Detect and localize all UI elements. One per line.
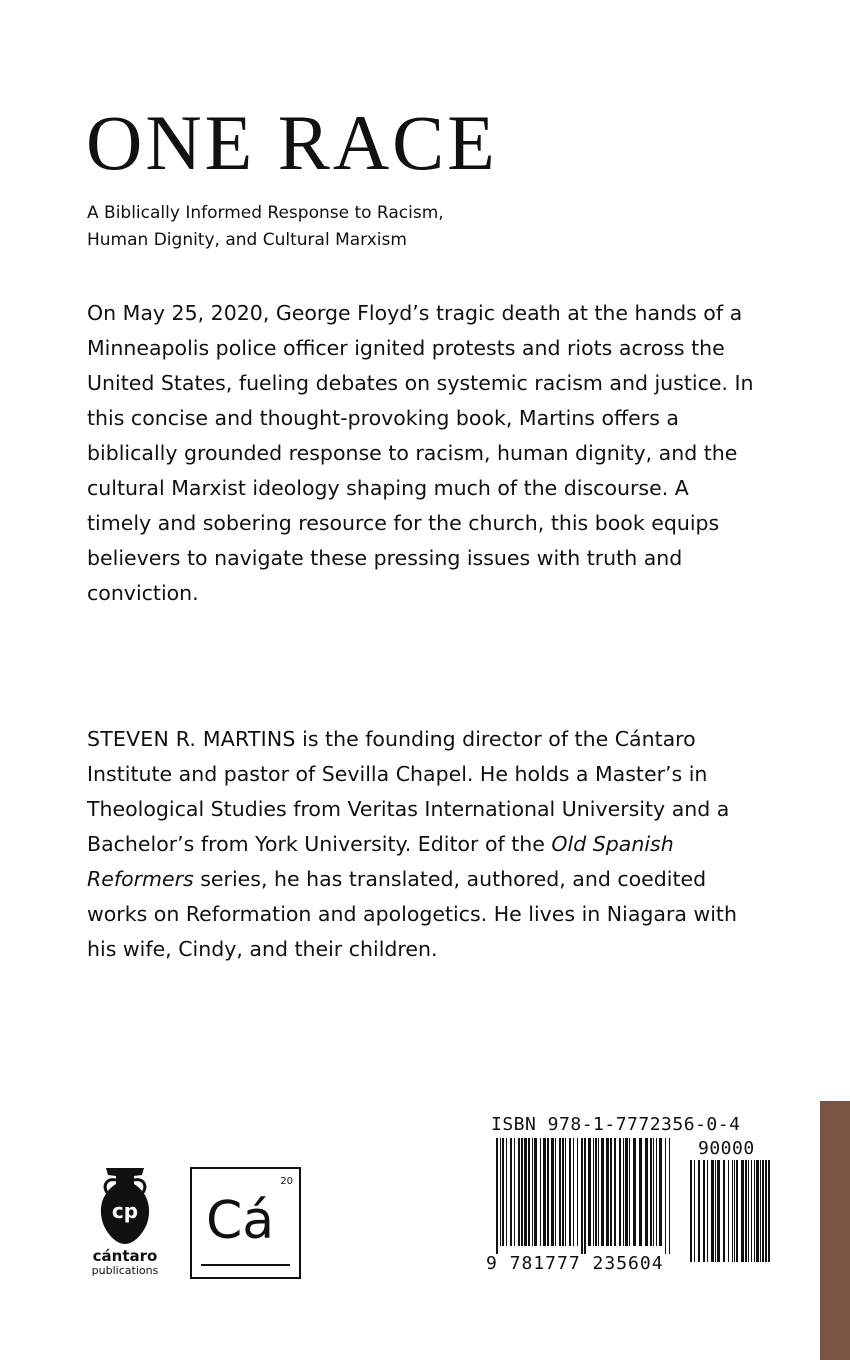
barcode-bar (562, 1138, 564, 1246)
barcode-bar (565, 1138, 566, 1246)
element-underline (201, 1264, 290, 1266)
barcode-bar (698, 1160, 700, 1262)
barcode-bar (577, 1138, 578, 1246)
barcode-bar (543, 1138, 546, 1246)
barcode-bar (506, 1138, 507, 1246)
bio-text: series, he has translated, authored, and coedited works on Reformation and apologetics. He lives in Niagara with his wife, Cindy, and their children. (87, 867, 737, 961)
barcode-bar (633, 1138, 636, 1246)
barcode-bar (510, 1138, 512, 1246)
barcode-bar (659, 1138, 662, 1246)
book-subtitle (87, 200, 607, 254)
barcode-bar (734, 1160, 735, 1262)
barcode-bar (656, 1138, 657, 1246)
barcode-bar (665, 1138, 666, 1254)
barcode-bar (741, 1160, 744, 1262)
barcode-bar (723, 1160, 725, 1262)
barcode-bar (581, 1138, 583, 1254)
barcode-bar (573, 1138, 574, 1246)
barcode-bar (540, 1138, 541, 1246)
barcode-bar (584, 1138, 586, 1254)
barcode-bar (588, 1138, 591, 1246)
element-number: 20 (280, 1176, 293, 1187)
barcode-bar (751, 1160, 752, 1262)
barcode-bar (732, 1160, 733, 1262)
barcode-bar (703, 1160, 705, 1262)
barcode-bar (595, 1138, 597, 1246)
barcode-bar (765, 1160, 767, 1262)
barcode-bar (717, 1160, 720, 1262)
barcode-bar (728, 1160, 729, 1262)
barcode-bar (754, 1160, 755, 1262)
barcode-bar (614, 1138, 616, 1246)
barcode-bar (559, 1138, 561, 1246)
amphora-icon (84, 1164, 166, 1248)
publisher-brand: cántaro (92, 1247, 158, 1265)
barcode-bar (601, 1138, 604, 1246)
barcode-bar (690, 1160, 692, 1262)
barcode-bar (756, 1160, 759, 1262)
barcode-bar (768, 1160, 770, 1262)
subtitle-line: A Biblically Informed Response to Racism, (87, 203, 444, 223)
barcode-bar (518, 1138, 520, 1246)
subtitle-line: Human Dignity, and Cultural Marxism (87, 230, 407, 250)
barcode-bar (606, 1138, 609, 1246)
isbn-label: ISBN 978-1-7772356-0-4 (491, 1114, 741, 1135)
barcode-bar (645, 1138, 648, 1246)
barcode-bar (593, 1138, 594, 1246)
barcode-bar (502, 1138, 504, 1246)
barcode-bar (707, 1160, 708, 1262)
barcode-bar (650, 1138, 652, 1246)
barcode-bar (528, 1138, 530, 1246)
barcode-bar (569, 1138, 571, 1246)
barcode-bar (555, 1138, 556, 1246)
barcode-bar (625, 1138, 628, 1246)
barcode-bar (532, 1138, 533, 1246)
spine-accent (820, 1101, 850, 1360)
publisher-sub: publications (91, 1264, 159, 1277)
barcode-bar (694, 1160, 695, 1262)
publisher-logo (84, 1164, 180, 1284)
barcode-bar (715, 1160, 716, 1262)
barcode-bar (496, 1138, 498, 1254)
barcode-bar (711, 1160, 714, 1262)
barcode-digits: 9 781777 235604 (486, 1253, 664, 1274)
barcode-bar (736, 1160, 738, 1262)
price-addon: 90000 (698, 1138, 755, 1159)
barcode-bar (610, 1138, 612, 1246)
barcode-bar (547, 1138, 549, 1246)
barcode-bar (629, 1138, 630, 1246)
monogram: cp (111, 1199, 139, 1223)
barcode-bar (745, 1160, 747, 1262)
barcode-bar (639, 1138, 642, 1246)
author-bio (87, 722, 757, 967)
element-logo (190, 1167, 301, 1279)
barcode-bar (551, 1138, 554, 1246)
element-symbol: Cá (206, 1191, 275, 1251)
bio-text: is the founding director of the Cántaro Institute and pastor of Sevilla Chapel. He holds a Master’s in Theological Studies from Veritas International University and a Bachelor’s from York University. Editor of the (87, 727, 730, 856)
isbn-barcode (486, 1112, 776, 1280)
barcode-bar (598, 1138, 599, 1246)
book-title: ONE RACE (86, 99, 498, 186)
barcode-bar (524, 1138, 527, 1246)
barcode-bar (514, 1138, 515, 1246)
book-blurb: On May 25, 2020, George Floyd’s tragic death at the hands of a Minneapolis police officer ignited protests and riots across the United States, fueling debates on systemic racism and justice. In this concise and thought-provoking book, Martins offers a biblically grounded response to racism, human dignity, and the cultural Marxist ideology shaping much of the discourse. A timely and sobering resource for the church, this book equips believers to navigate these pressing issues with truth and conviction. (87, 301, 754, 605)
barcode-bar (748, 1160, 749, 1262)
barcode-bar (653, 1138, 654, 1246)
barcode-bar (669, 1138, 670, 1254)
barcode-bar (534, 1138, 537, 1246)
barcode-bar (760, 1160, 761, 1262)
barcode-bar (623, 1138, 624, 1246)
barcode-bar (762, 1160, 764, 1262)
barcode-bar (521, 1138, 523, 1246)
barcode-bar (500, 1138, 501, 1246)
barcode-bar (619, 1138, 621, 1246)
series-title: Old Spanish Reformers (87, 832, 674, 891)
author-name: STEVEN R. MARTINS (87, 727, 296, 751)
